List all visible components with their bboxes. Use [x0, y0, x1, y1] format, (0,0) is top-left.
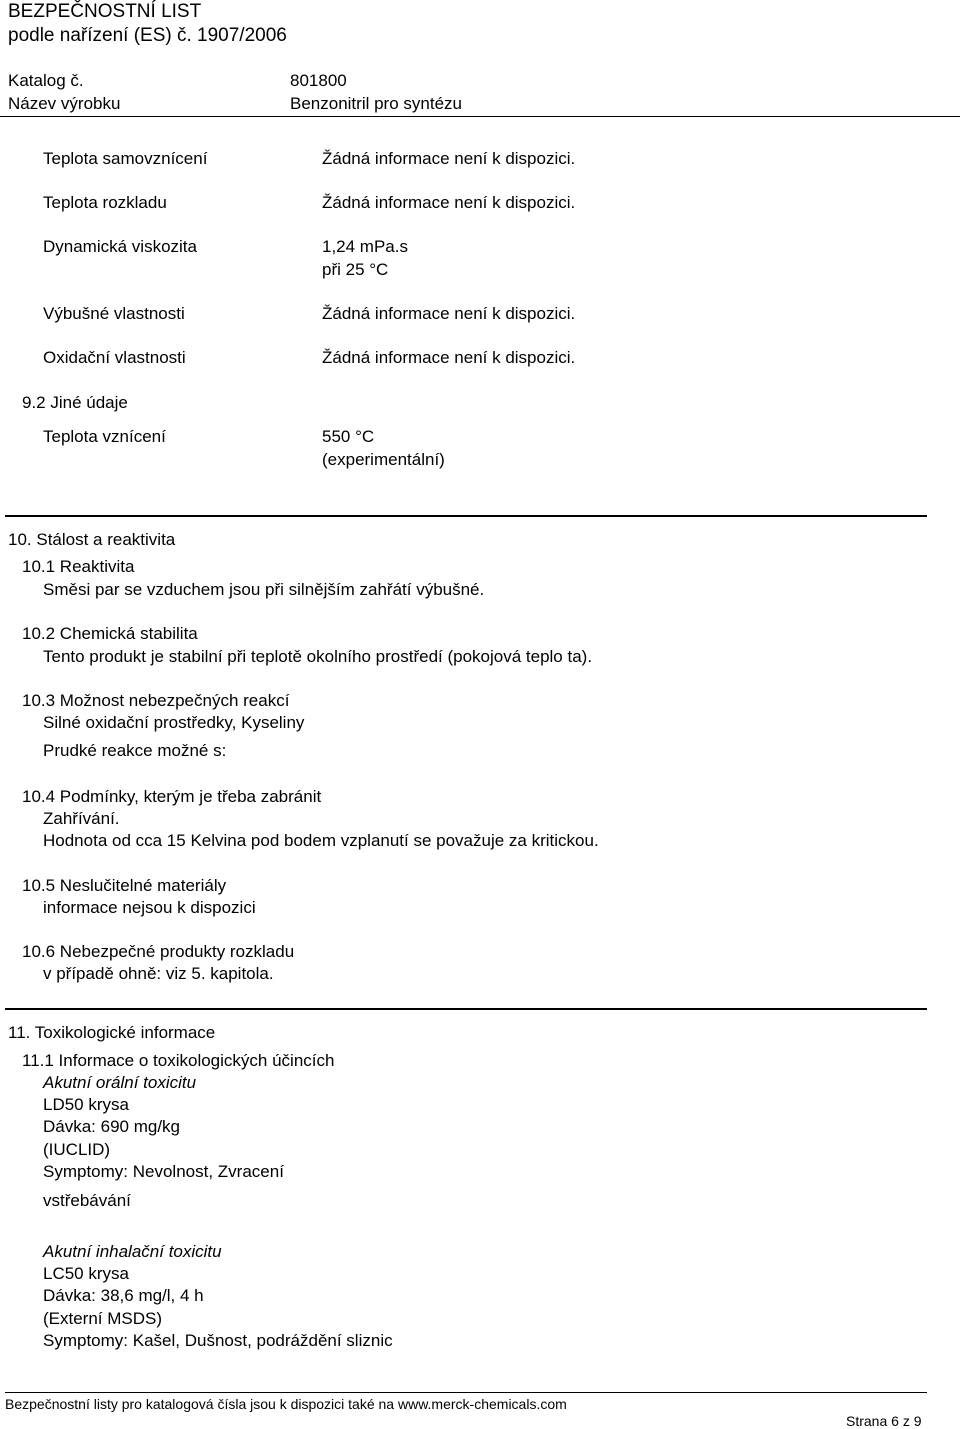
subsection-heading: 10.3 Možnost nebezpečných reakcí [22, 691, 290, 710]
subsection-text: Tento produkt je stabilní při teplotě okolního prostředí (pokojová teplo ta). [43, 647, 593, 666]
subsection-heading: 10.2 Chemická stabilita [22, 624, 198, 643]
toxicity-line: Symptomy: Nevolnost, Zvracení [43, 1162, 284, 1181]
section-divider [5, 1008, 927, 1010]
property-label: Teplota vznícení [43, 427, 166, 446]
header-divider [0, 116, 960, 117]
property-value: Žádná informace není k dispozici. [322, 304, 576, 323]
toxicity-title: Akutní inhalační toxicitu [43, 1242, 222, 1261]
toxicity-line: Dávka: 38,6 mg/l, 4 h [43, 1286, 204, 1305]
subsection-text: Zahřívání. [43, 809, 120, 828]
subsection-heading: 10.5 Neslučitelné materiály [22, 876, 227, 895]
regulation-line: podle nařízení (ES) č. 1907/2006 [8, 25, 287, 46]
subsection-text: Silné oxidační prostředky, Kyseliny [43, 713, 305, 732]
catalog-number: 801800 [290, 71, 347, 90]
property-label: Výbušné vlastnosti [43, 304, 185, 323]
subsection-text: Prudké reakce možné s: [43, 741, 227, 760]
property-value: Žádná informace není k dispozici. [322, 149, 576, 168]
page-number: Strana 6 z 9 [846, 1413, 922, 1429]
footer-divider [5, 1392, 927, 1393]
property-value: Žádná informace není k dispozici. [322, 348, 576, 367]
section-heading: 10. Stálost a reaktivita [8, 530, 176, 549]
subsection-heading: 10.4 Podmínky, kterým je třeba zabránit [22, 787, 322, 806]
property-value: 1,24 mPa.s [322, 237, 408, 256]
subsection-heading: 10.1 Reaktivita [22, 557, 135, 576]
subsection-text: informace nejsou k dispozici [43, 898, 256, 917]
subsection-heading: 11.1 Informace o toxikologických účincích [22, 1051, 335, 1070]
toxicity-route: vstřebávání [43, 1191, 131, 1210]
document-title: BEZPEČNOSTNÍ LIST [8, 1, 202, 22]
section-heading: 11. Toxikologické informace [8, 1023, 216, 1042]
toxicity-line: Symptomy: Kašel, Dušnost, podráždění sliznic [43, 1331, 393, 1350]
toxicity-line: (IUCLID) [43, 1140, 111, 1159]
property-label: Teplota samovznícení [43, 149, 208, 168]
subsection-heading: 9.2 Jiné údaje [22, 393, 128, 412]
subsection-text: Směsi par se vzduchem jsou při silnějším zahřátí výbušné. [43, 580, 485, 599]
toxicity-line: Dávka: 690 mg/kg [43, 1117, 181, 1136]
toxicity-line: LC50 krysa [43, 1264, 129, 1283]
toxicity-line: LD50 krysa [43, 1095, 129, 1114]
toxicity-title: Akutní orální toxicitu [43, 1073, 197, 1092]
property-value-note: (experimentální) [322, 450, 445, 469]
section-divider [5, 515, 927, 517]
subsection-text: Hodnota od cca 15 Kelvina pod bodem vzplanutí se považuje za kritickou. [43, 831, 599, 850]
product-name: Benzonitril pro syntézu [290, 94, 462, 113]
toxicity-line: (Externí MSDS) [43, 1309, 163, 1328]
property-label: Oxidační vlastnosti [43, 348, 186, 367]
property-value-condition: při 25 °C [322, 260, 389, 279]
property-label: Dynamická viskozita [43, 237, 197, 256]
property-value: 550 °C [322, 427, 375, 446]
subsection-text: v případě ohně: viz 5. kapitola. [43, 964, 274, 983]
footer-note: Bezpečnostní listy pro katalogová čísla jsou k dispozici také na www.merck-chemicals.com [5, 1396, 567, 1412]
product-label: Název výrobku [8, 94, 121, 113]
property-label: Teplota rozkladu [43, 193, 167, 212]
catalog-label: Katalog č. [8, 71, 84, 90]
property-value: Žádná informace není k dispozici. [322, 193, 576, 212]
subsection-heading: 10.6 Nebezpečné produkty rozkladu [22, 942, 295, 961]
